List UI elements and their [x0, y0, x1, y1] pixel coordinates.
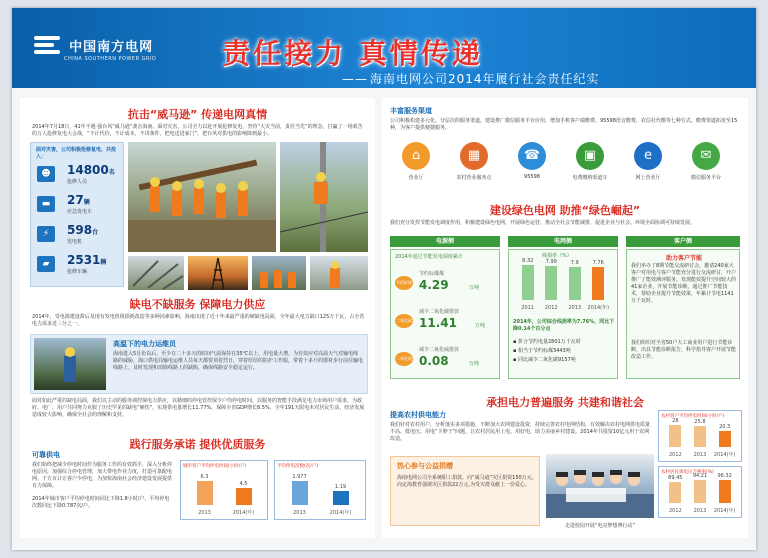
- channel-label: 电费缴纳渠道车: [572, 175, 608, 181]
- poles-illustration: [128, 256, 184, 290]
- axis-tick-label: 2013: [293, 510, 306, 516]
- company-logo: [34, 34, 156, 62]
- section-channels-text: 公司积极构建多元化、分层次的服务渠道，建设推广微信服务平台应用，增加手机客户端缴费、95598语音缴费、农信社代缴等七种方式。缴费渠道拓宽至15种，为客户提供便捷服务。: [390, 118, 738, 131]
- channel-icons: [382, 138, 748, 196]
- bar-value-label: 94.21: [692, 473, 708, 480]
- truck-icon: ▬: [37, 196, 55, 212]
- source-item-value: 0.08: [419, 354, 449, 368]
- charity-panel: [390, 456, 540, 526]
- source-item-value: 4.29: [419, 278, 449, 292]
- grid-bullet: ▪ 折合节约电量2801万千瓦时: [513, 339, 581, 345]
- stat-value: 598: [67, 223, 93, 237]
- section-green-text: 我们充分发挥节能发电调度作用，积极建设绿色电网，开展绿色运营，推动全社会节能减排，促进企业与社会、环境全面协调可持续发展。: [390, 220, 696, 226]
- stat-unit: 辆: [100, 259, 107, 266]
- chart-bar: [197, 481, 213, 505]
- grid-bullet: ▪ 相当于节约标煤3443吨: [513, 348, 571, 354]
- photo-sunset-tower: [188, 256, 248, 290]
- section-green-heading: 建设绿色电网 助推“绿色崛起”: [489, 204, 641, 217]
- axis-tick-label: 2014(年): [587, 305, 610, 311]
- grid-bullet: ▪ 同比减少二氧化碳9157吨: [513, 357, 576, 363]
- grid-bullets: [513, 338, 615, 365]
- section-service-text2: 2014年城市客户平均停电时间同比下降1.8小时/户，平均停电次数同比下降0.787次/户。: [32, 496, 170, 509]
- section-supply-heading: 缺电不缺服务 保障电力供应: [129, 298, 266, 311]
- bar-value-label: 7.76: [592, 260, 604, 267]
- axis-tick-label: 2014(年): [713, 508, 736, 514]
- source-item-unit: 万吨: [469, 361, 480, 367]
- logo-text-cn: 中国南方电网: [69, 39, 154, 55]
- team-illustration: [252, 256, 306, 290]
- channel-label: 微信服务平台: [690, 175, 721, 181]
- source-title: 2014年通过节能发电调度累计: [395, 254, 463, 260]
- coal-icon: 节约标煤: [395, 276, 413, 290]
- chart-bar: [669, 482, 681, 503]
- bar-value-label: 20.3: [719, 423, 731, 430]
- bar-value-label: 4.5: [239, 481, 248, 488]
- axis-tick-label: 2011: [521, 305, 535, 311]
- charity-text: 海南电网公司全系统职工捐款，向“威马逊”灾区捐资150万元,向定海教育强坡灾区捐款22万元,为受灾群众献上一份爱心。: [397, 475, 534, 488]
- photo-field-work: [310, 256, 368, 290]
- photo-damaged-poles: [128, 256, 184, 290]
- chart-title: 农村客户平均停电时间(小时/户): [661, 414, 725, 419]
- chart-rural-voltage: [658, 466, 742, 518]
- axis-tick-label: 2013: [198, 510, 211, 516]
- page-title: 责任接力 真情传递: [222, 37, 483, 70]
- section-typhoon-heading: 抗击“威马逊” 传递电网真情: [127, 108, 268, 121]
- photo-maintenance-worker: [34, 338, 106, 390]
- maintenance-panel-title: 高温下的电力运维员: [113, 340, 176, 348]
- channel-label: 农村营业服务点: [456, 175, 492, 181]
- photo-pole-climber: [280, 142, 368, 252]
- col-head-source: 电源侧: [390, 236, 500, 247]
- page-subtitle: —— 海南电网公司2014年履行社会责任纪实: [342, 70, 600, 87]
- hall-icon: ⌂: [402, 142, 430, 170]
- chart-line-loss: [512, 252, 614, 314]
- bar-value-label: 6.3: [200, 474, 209, 481]
- chart-bar: [669, 425, 681, 447]
- workers-illustration: [128, 142, 276, 252]
- right-column: [382, 98, 748, 538]
- channel-label: 营业厅: [408, 175, 424, 181]
- source-item-label: 减少二氧化硫排放: [419, 347, 460, 353]
- source-item: [395, 342, 499, 378]
- chart-title: 农村居民端电压合格率(%): [661, 470, 714, 475]
- chart-bar: [333, 491, 349, 505]
- axis-tick-label: 2013: [693, 452, 707, 458]
- section-service-text: 我们始终把减少停电时间作为服务工作的有效抓手，深入分析停电原因，加强综合停电管理，加大带电作业力度，打造可靠配电网。千方百计让客户少停电，为加快海南社会经济建设发展提供有力保障。: [32, 462, 173, 489]
- axis-tick-label: 2014(年): [232, 510, 255, 516]
- bar-value-label: 1.977: [292, 474, 307, 481]
- stat-unit: 辆: [83, 199, 90, 206]
- section-service-sub: 可靠供电: [32, 451, 60, 459]
- bar-value-label: 8.32: [522, 257, 534, 264]
- bar-value-label: 7.99: [545, 259, 557, 266]
- chart-bar: [719, 431, 731, 447]
- source-item: [395, 304, 499, 340]
- section-universal-text: 我们针对农村用户，分析落实多项措施，不断加大农网建设投资，持续完善农村电网结构，有效解决农村电网供电质量不高、低电压、用电“卡脖子”问题，让农村居民用上电、用好电，助力美丽乡村建设。2014年共投资10亿元用于农网改造。: [390, 422, 651, 442]
- chart-bar: [545, 266, 557, 300]
- stat-label: 抢修车辆: [67, 269, 88, 275]
- maintenance-panel: [30, 334, 368, 394]
- section-universal-heading: 承担电力普遍服务 共建和谐社会: [486, 396, 644, 409]
- chart-bar: [694, 426, 706, 447]
- source-item-unit: 万吨: [469, 285, 480, 291]
- channel-label: 95598: [524, 174, 540, 180]
- photo-repair-crew: [128, 142, 276, 252]
- chart-title: 线损率（%）: [542, 253, 572, 259]
- axis-tick-label: 2012: [544, 305, 558, 311]
- fieldwork-illustration: [310, 256, 368, 290]
- stat-label: 抢修人员: [67, 179, 88, 185]
- stat-value: 27: [67, 193, 84, 207]
- chart-bar: [694, 480, 706, 503]
- axis-tick-label: 2012: [668, 508, 682, 514]
- source-panel: [390, 249, 500, 379]
- col-head-customer: 客户侧: [626, 236, 740, 247]
- header-banner: [12, 8, 756, 88]
- terminal-icon: ▣: [576, 142, 604, 170]
- stat-unit: 台: [92, 229, 99, 236]
- stat-value: 14800: [67, 163, 109, 177]
- chart-bar: [522, 265, 534, 300]
- so2-icon: 二氧化硫: [395, 352, 413, 366]
- stat-row: [37, 253, 117, 277]
- chart-outage-count: [274, 460, 366, 520]
- stats-panel: [30, 142, 124, 287]
- logo-text-en: CHINA SOUTHERN POWER GRID: [64, 56, 157, 62]
- chart-rural-outage: [658, 410, 742, 462]
- source-item-label: 减少二氧化碳排放: [419, 309, 460, 315]
- axis-tick-label: 2014(年): [713, 452, 736, 458]
- logo-mark-icon: [34, 34, 60, 56]
- section-service-heading: 践行服务承诺 提供优质服务: [129, 438, 266, 451]
- photo-school-visit: [546, 454, 654, 518]
- bar-value-label: 25.8: [694, 419, 706, 426]
- stat-row: [37, 193, 117, 217]
- chart-bar: [569, 267, 581, 300]
- bar-value-label: 1.19: [334, 483, 347, 490]
- stats-title: 面对灾害，公司积极抢修复电，共投入：: [36, 147, 117, 160]
- left-column: [20, 98, 375, 538]
- vehicle-icon: ▰: [37, 256, 55, 272]
- axis-tick-label: 2012: [668, 452, 682, 458]
- grid-note: 2014年，公司综合线损率为7.76%，同比下降0.14个百分点: [513, 319, 615, 332]
- customer-title: 助力客户节能: [665, 255, 702, 262]
- source-item-value: 11.41: [419, 316, 457, 330]
- poster: [12, 8, 756, 550]
- axis-tick-label: 2013: [693, 508, 707, 514]
- phone-icon: ☎: [518, 142, 546, 170]
- source-item: [395, 266, 499, 302]
- chart-title: 城市客户平均停电时间(小时/户): [183, 464, 247, 469]
- section-typhoon-intro: 2014年7月18日，41年不遇 强台风“威马逊”袭击海南。面对灾害，公司全力以赴开展抢修复电，坚持“大灾当前，责任当先”的理念，打赢了一场艰苦的万人抢修复电大会战，“不计代价，不计成本，不讲条件，把电送进家门”，把台风对供电的影响降到最小。: [32, 124, 363, 137]
- bar-value-label: 28: [672, 417, 679, 424]
- generator-icon: ⚡: [37, 226, 55, 242]
- ie-icon: e: [634, 142, 662, 170]
- customer-text1: 我们举办了8期节能交流研讨会，邀请240家大客户对用电与客户节能充分进行交流研讨，开户推广了能效测评服务。发现能效提升空间较大的41家企业，开展节能诊断，通过推广节能技术，帮助企业提升节能效果，年累计节电1141万千瓦时。: [631, 263, 737, 304]
- photo-team-meeting: [252, 256, 306, 290]
- chart-title: 平均停电次数(次/户): [277, 464, 319, 469]
- charity-title: 热心参与公益捐赠: [397, 462, 453, 470]
- stat-unit: 名: [108, 169, 115, 176]
- chart-outage-time: [180, 460, 268, 520]
- axis-tick-label: 2013: [568, 305, 582, 311]
- photo-caption: 走进校园开展“电亮梦想博行动”: [564, 523, 636, 529]
- section-supply-intro: 2014年，受电源建设滞后及现有发电机组损耗改造等多种因素影响，海南出现了近十年来最严重的硬缺电局面，全年最大电力缺口125万千瓦，占全省电力需求近三分之一。: [32, 314, 365, 327]
- maintenance-panel-text: 海南进入5月份以后，至少有二十多天的时间气温保持在35℃以上，用电量大增。为有效应对高温天气对输电线路的威胁，海口供电局输电运维人员每天都要顶着烈日，穿着厚厚的防护工作服，带着十多斤的器材步行前往输电线路上，及时发现和消除线路上的缺陷，确保线路安全稳定运行。: [113, 351, 364, 371]
- chart-bar: [592, 267, 604, 300]
- stat-label: 发电机: [67, 239, 83, 245]
- chart-bar: [236, 488, 252, 505]
- source-item-unit: 万吨: [475, 323, 486, 329]
- tower-illustration: [188, 256, 248, 290]
- source-item-label: 节约标煤煤: [419, 271, 445, 277]
- students-illustration: [546, 454, 654, 518]
- section-universal-sub: 提高农村供电能力: [390, 411, 446, 419]
- section-channels-sub: 丰富服务渠道: [390, 107, 432, 115]
- chart-bar: [719, 480, 731, 503]
- bar-value-label: 96.32: [717, 472, 732, 479]
- bar-value-label: 89.45: [668, 474, 683, 481]
- axis-tick-label: 2014(年): [329, 510, 352, 516]
- col-head-grid: 电网侧: [508, 236, 618, 247]
- section-supply-closing: 面对如此严重的缺电局面，我们以主动的服务调控保电力供应，以精细的停电管控保少户均停电时间，以服务的智能手段满足电力市场用户需求，为政府、电厂、用户共同努力克服了历史罕见的缺电“硬伤”，实现供电量增长11.77%，保障全省GDP增长8.5%，全年191天限电未对居民生活、经济发展造成较大影响，确保全社会的理解和支持。: [32, 398, 365, 418]
- stat-value: 2531: [67, 253, 101, 267]
- bar-value-label: 7.9: [570, 259, 579, 266]
- channel-label: 网上营业厅: [635, 175, 661, 181]
- chart-bar: [292, 481, 308, 505]
- co2-icon: 二氧化碳: [395, 314, 413, 328]
- stat-label: 应急发电车: [67, 209, 93, 215]
- maintenance-illustration: [34, 338, 106, 390]
- customer-text2: 我们组织对全省50户大工商业用户进行节能诊断，出具节能诊断报告，科学指导客户开展节能改造工作。: [631, 340, 737, 360]
- pole-illustration: [280, 142, 368, 252]
- wechat-icon: ✉: [692, 142, 720, 170]
- stat-row: [37, 163, 117, 187]
- person-icon: ☻: [37, 166, 55, 182]
- stat-row: [37, 223, 117, 247]
- customer-panel: [626, 249, 740, 379]
- bank-icon: ▦: [460, 142, 488, 170]
